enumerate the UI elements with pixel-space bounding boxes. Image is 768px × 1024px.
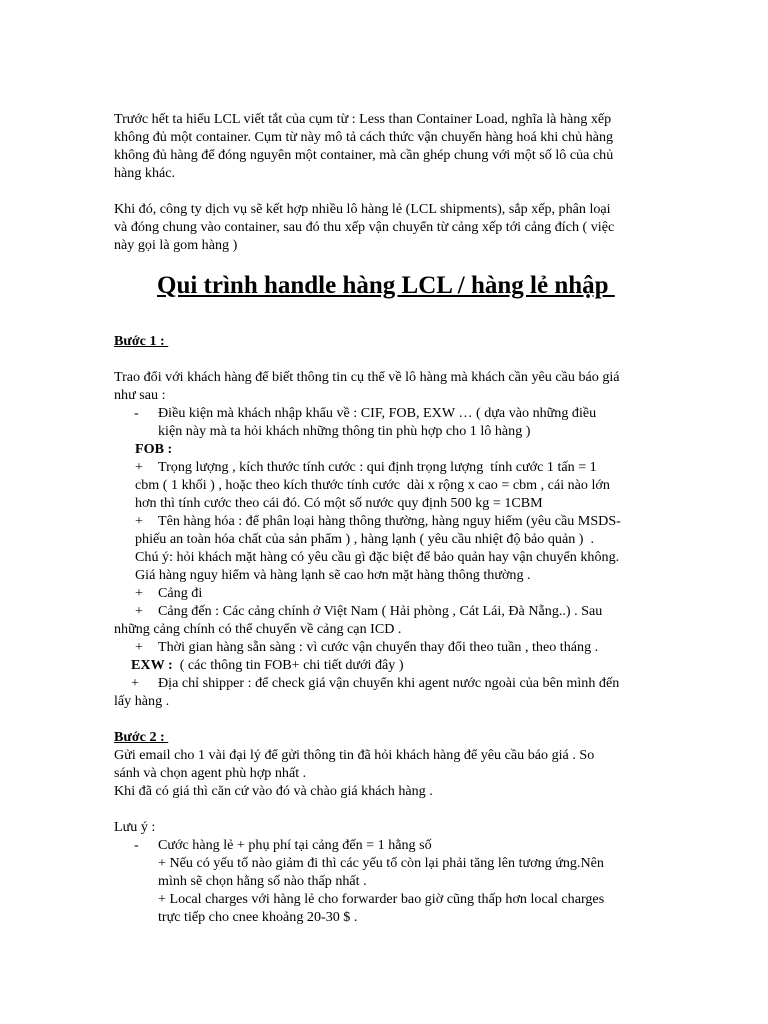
intro-line: này gọi là gom hàng ) xyxy=(114,237,238,253)
intro-line: Trước hết ta hiểu LCL viết tắt của cụm từ : Less than Container Load, nghĩa là hàng xếp xyxy=(114,111,612,127)
plus-bullet: + xyxy=(135,639,143,655)
step-1-line: Trọng lượng , kích thước tính cước : qui định trọng lượng tính cước 1 tấn = 1 xyxy=(158,459,597,475)
note-line: mình sẽ chọn hằng số nào thấp nhất . xyxy=(158,873,367,889)
dash-bullet: - xyxy=(134,405,139,421)
intro-line: Khi đó, công ty dịch vụ sẽ kết hợp nhiều lô hàng lẻ (LCL shipments), sắp xếp, phân loại xyxy=(114,201,611,217)
intro-line: không đủ một container. Cụm từ này mô tả cách thức vận chuyển hàng hoá khi chủ hàng xyxy=(114,129,614,145)
dash-bullet: - xyxy=(134,837,139,853)
step-1-line: cbm ( 1 khối ) , hoặc theo kích thước tính cước dài x rộng x cao = cbm , cái nào lớn xyxy=(135,477,610,493)
step-1-line: Giá hàng nguy hiểm và hàng lạnh sẽ cao hơn mặt hàng thông thường . xyxy=(135,567,531,583)
step-1-line: phiếu an toàn hóa chất của sản phẩm ) , hàng lạnh ( yêu cầu nhiệt độ bảo quản ) . xyxy=(135,531,595,547)
intro-line: không đủ hàng để đóng nguyên một container, mà cần ghép chung với một số lô của chủ xyxy=(114,147,614,163)
intro-line: hàng khác. xyxy=(114,165,176,181)
step-2-line: Gửi email cho 1 vài đại lý để gửi thông tin đã hỏi khách hàng để yêu cầu báo giá . So xyxy=(114,747,595,763)
step-1-line: Cảng đến : Các cảng chính ở Việt Nam ( Hải phòng , Cát Lái, Đà Nẵng..) . Sau xyxy=(158,603,603,619)
step-1-line: Tên hàng hóa : để phân loại hàng thông thường, hàng nguy hiểm (yêu cầu MSDS- xyxy=(158,513,621,529)
step-1-line: kiện này mà ta hỏi khách những thông tin phù hợp cho 1 lô hàng ) xyxy=(158,423,531,439)
step-1-line: Thời gian hàng sẵn sàng : vì cước vận chuyển thay đổi theo tuần , theo tháng . xyxy=(158,639,599,655)
step-1-line: Địa chỉ shipper : để check giá vận chuyển khi agent nước ngoài của bên mình đến xyxy=(158,675,620,691)
plus-bullet: + xyxy=(135,603,143,619)
plus-bullet: + xyxy=(135,459,143,475)
step-1-line: lấy hàng . xyxy=(114,693,170,709)
step-1-line: Cảng đi xyxy=(158,585,203,601)
step-2-heading: Bước 2 : xyxy=(114,729,169,745)
intro-line: và đóng chung vào container, sau đó thu xếp vận chuyển từ cảng xếp tới cảng đích ( việc xyxy=(114,219,615,235)
step-2-line: sánh và chọn agent phù hợp nhất . xyxy=(114,765,307,781)
note-line: + Nếu có yếu tố nào giảm đi thì các yếu tố còn lại phải tăng lên tương ứng.Nên xyxy=(158,855,604,871)
step-1-line: như sau : xyxy=(114,387,166,403)
note-heading: Lưu ý : xyxy=(114,819,156,835)
step-1-line: hơn thì tính cước theo cái đó. Có một số nước quy định 500 kg = 1CBM xyxy=(135,495,543,511)
exw-label: EXW : xyxy=(131,657,177,673)
exw-note: ( các thông tin FOB+ chi tiết dưới đây ) xyxy=(176,657,404,673)
fob-label: FOB : xyxy=(135,441,173,457)
plus-bullet: + xyxy=(131,675,139,691)
document-title: Qui trình handle hàng LCL / hàng lẻ nhập xyxy=(157,272,615,299)
step-1-line: Chú ý: hỏi khách mặt hàng có yêu cầu gì đặc biệt để bảo quản hay vận chuyển không. xyxy=(135,549,620,565)
step-2-line: Khi đã có giá thì căn cứ vào đó và chào giá khách hàng . xyxy=(114,783,433,799)
plus-bullet: + xyxy=(135,585,143,601)
note-line: + Local charges với hàng lẻ cho forwarder bao giờ cũng thấp hơn local charges xyxy=(158,891,605,907)
note-line: trực tiếp cho cnee khoảng 20-30 $ . xyxy=(158,909,358,925)
exw-line xyxy=(131,656,404,674)
step-1-heading: Bước 1 : xyxy=(114,333,169,349)
step-1-line: Trao đổi với khách hàng để biết thông tin cụ thể về lô hàng mà khách cần yêu cầu báo giá xyxy=(114,369,620,385)
note-line: Cước hàng lẻ + phụ phí tại cảng đến = 1 hằng số xyxy=(158,837,432,853)
step-1-line: những cảng chính có thể chuyển về cảng cạn ICD . xyxy=(114,621,402,637)
step-1-line: Điều kiện mà khách nhập khẩu về : CIF, FOB, EXW … ( dựa vào những điều xyxy=(158,405,597,421)
plus-bullet: + xyxy=(135,513,143,529)
